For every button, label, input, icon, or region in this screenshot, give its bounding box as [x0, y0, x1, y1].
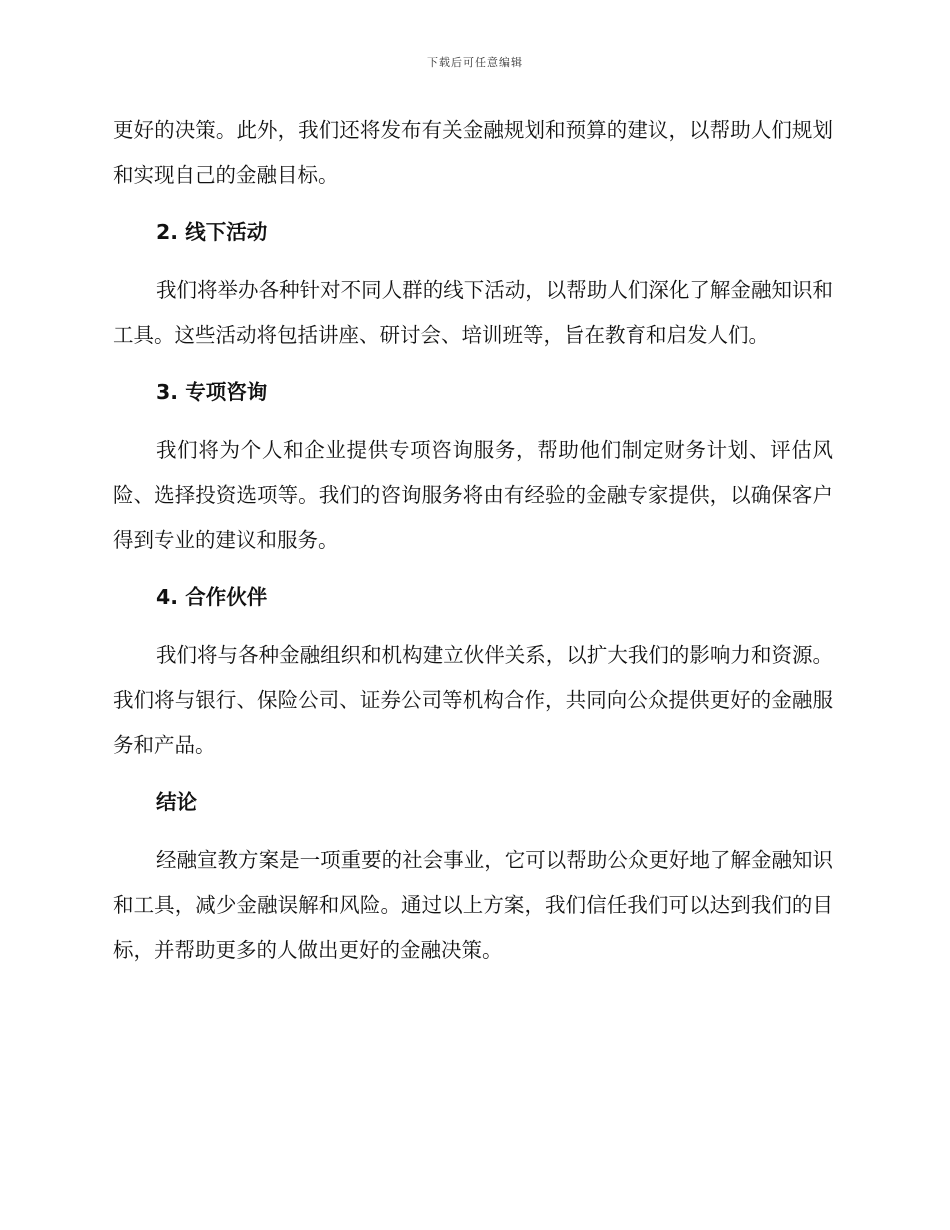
document-body	[113, 108, 833, 973]
paragraph-partners: 我们将与各种金融组织和机构建立伙伴关系，以扩大我们的影响力和资源。我们将与银行、保险公司、证券公司等机构合作，共同向公众提供更好的金融服务和产品。	[113, 643, 833, 757]
page-header: 下载后可任意编辑	[427, 56, 523, 69]
paragraph-intro-continued: 更好的决策。此外，我们还将发布有关金融规划和预算的建议，以帮助人们规划和实现自己的金融目标。	[113, 118, 833, 187]
section-heading-conclusion: 结论	[156, 790, 197, 814]
paragraph-consulting: 我们将为个人和企业提供专项咨询服务，帮助他们制定财务计划、评估风险、选择投资选项等。我们的咨询服务将由有经验的金融专家提供，以确保客户得到专业的建议和服务。	[113, 438, 833, 552]
section-heading-offline-events: 2. 线下活动	[156, 220, 268, 244]
paragraph-conclusion: 经融宣教方案是一项重要的社会事业，它可以帮助公众更好地了解金融知识和工具，减少金融误解和风险。通过以上方案，我们信任我们可以达到我们的目标，并帮助更多的人做出更好的金融决策。	[113, 848, 833, 962]
section-heading-partners: 4. 合作伙伴	[156, 585, 268, 609]
paragraph-offline-events: 我们将举办各种针对不同人群的线下活动，以帮助人们深化了解金融知识和工具。这些活动将包括讲座、研讨会、培训班等，旨在教育和启发人们。	[113, 278, 833, 347]
section-heading-consulting: 3. 专项咨询	[156, 380, 268, 404]
